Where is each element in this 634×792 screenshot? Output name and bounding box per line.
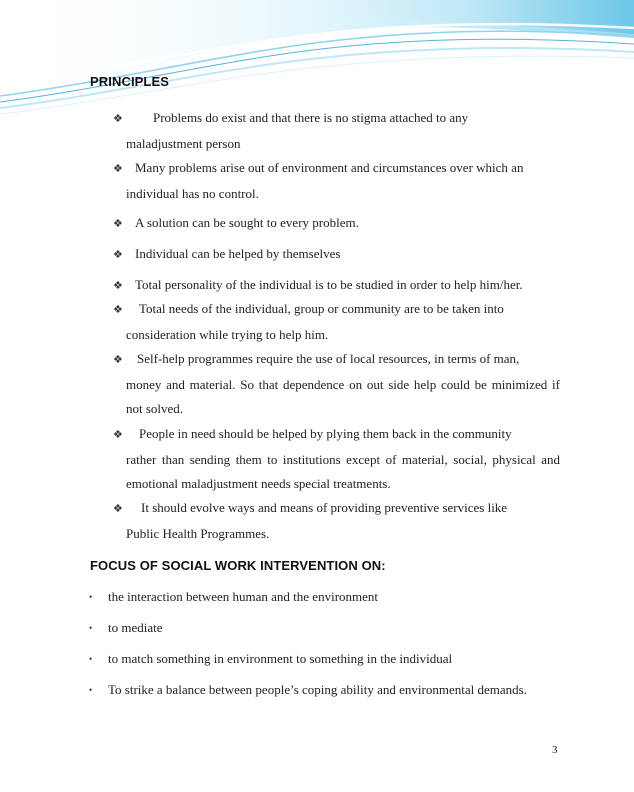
principle-text-continued: maladjustment person [126,135,241,151]
principle-text: People in need should be helped by plying them back in the community [139,426,512,441]
focus-text: to mediate [108,620,163,635]
principle-text: It should evolve ways and means of providing preventive services like [141,500,508,515]
principle-text: Total personality of the individual is to be studied in order to help him/her. [135,277,523,292]
focus-text: To strike a balance between people’s coping ability and environmental demands. [108,682,527,697]
bullet-dot-icon: • [89,592,93,602]
focus-item-2 [89,620,163,636]
principle-text-continued: Public Health Programmes. [126,525,270,541]
principle-item-5 [113,273,560,299]
principle-text-continued: individual has no control. [126,185,259,201]
bullet-dot-icon: • [89,654,93,664]
bullet-dot-icon: • [89,685,93,695]
principles-heading: PRINCIPLES [90,74,170,89]
principle-item-3 [113,211,560,237]
principle-item-9 [113,496,560,546]
principle-text: Self-help programmes require the use of local resources, in terms of man, [137,351,520,366]
diamond-bullet-icon: ❖ [113,113,123,125]
principle-text-continued: consideration while trying to help him. [126,326,329,342]
principle-text: Many problems arise out of environment and circumstances over which an [135,160,524,175]
principle-item-7 [113,347,560,422]
diamond-bullet-icon: ❖ [113,249,123,261]
principle-text-continued: money and material. So that dependence on out side help could be minimized if not solved. [126,376,560,416]
principle-item-6 [113,297,560,347]
focus-text: to match something in environment to something in the individual [108,651,453,666]
principle-text: Total needs of the individual, group or community are to be taken into [139,301,504,316]
diamond-bullet-icon: ❖ [113,304,123,316]
focus-item-3 [89,651,452,667]
diamond-bullet-icon: ❖ [113,429,123,441]
principle-item-4 [113,242,560,268]
diamond-bullet-icon: ❖ [113,218,123,230]
diamond-bullet-icon: ❖ [113,354,123,366]
principle-item-2 [113,156,560,206]
principle-text: Individual can be helped by themselves [135,246,341,261]
diamond-bullet-icon: ❖ [113,163,123,175]
diamond-bullet-icon: ❖ [113,503,123,515]
principle-text: Problems do exist and that there is no stigma attached to any [153,110,469,125]
principle-text-continued: rather than sending them to institutions except of material, social, physical and emotional maladjustment needs special treatments. [126,451,560,491]
principle-text: A solution can be sought to every problem. [135,215,359,230]
principle-item-8 [113,422,560,497]
diamond-bullet-icon: ❖ [113,280,123,292]
bullet-dot-icon: • [89,623,93,633]
focus-item-4 [89,682,527,698]
focus-text: the interaction between human and the environment [108,589,379,604]
principle-item-1 [113,106,560,156]
focus-item-1 [89,589,378,605]
page-number: 3 [552,744,558,756]
focus-heading: FOCUS OF SOCIAL WORK INTERVENTION ON: [90,558,386,573]
